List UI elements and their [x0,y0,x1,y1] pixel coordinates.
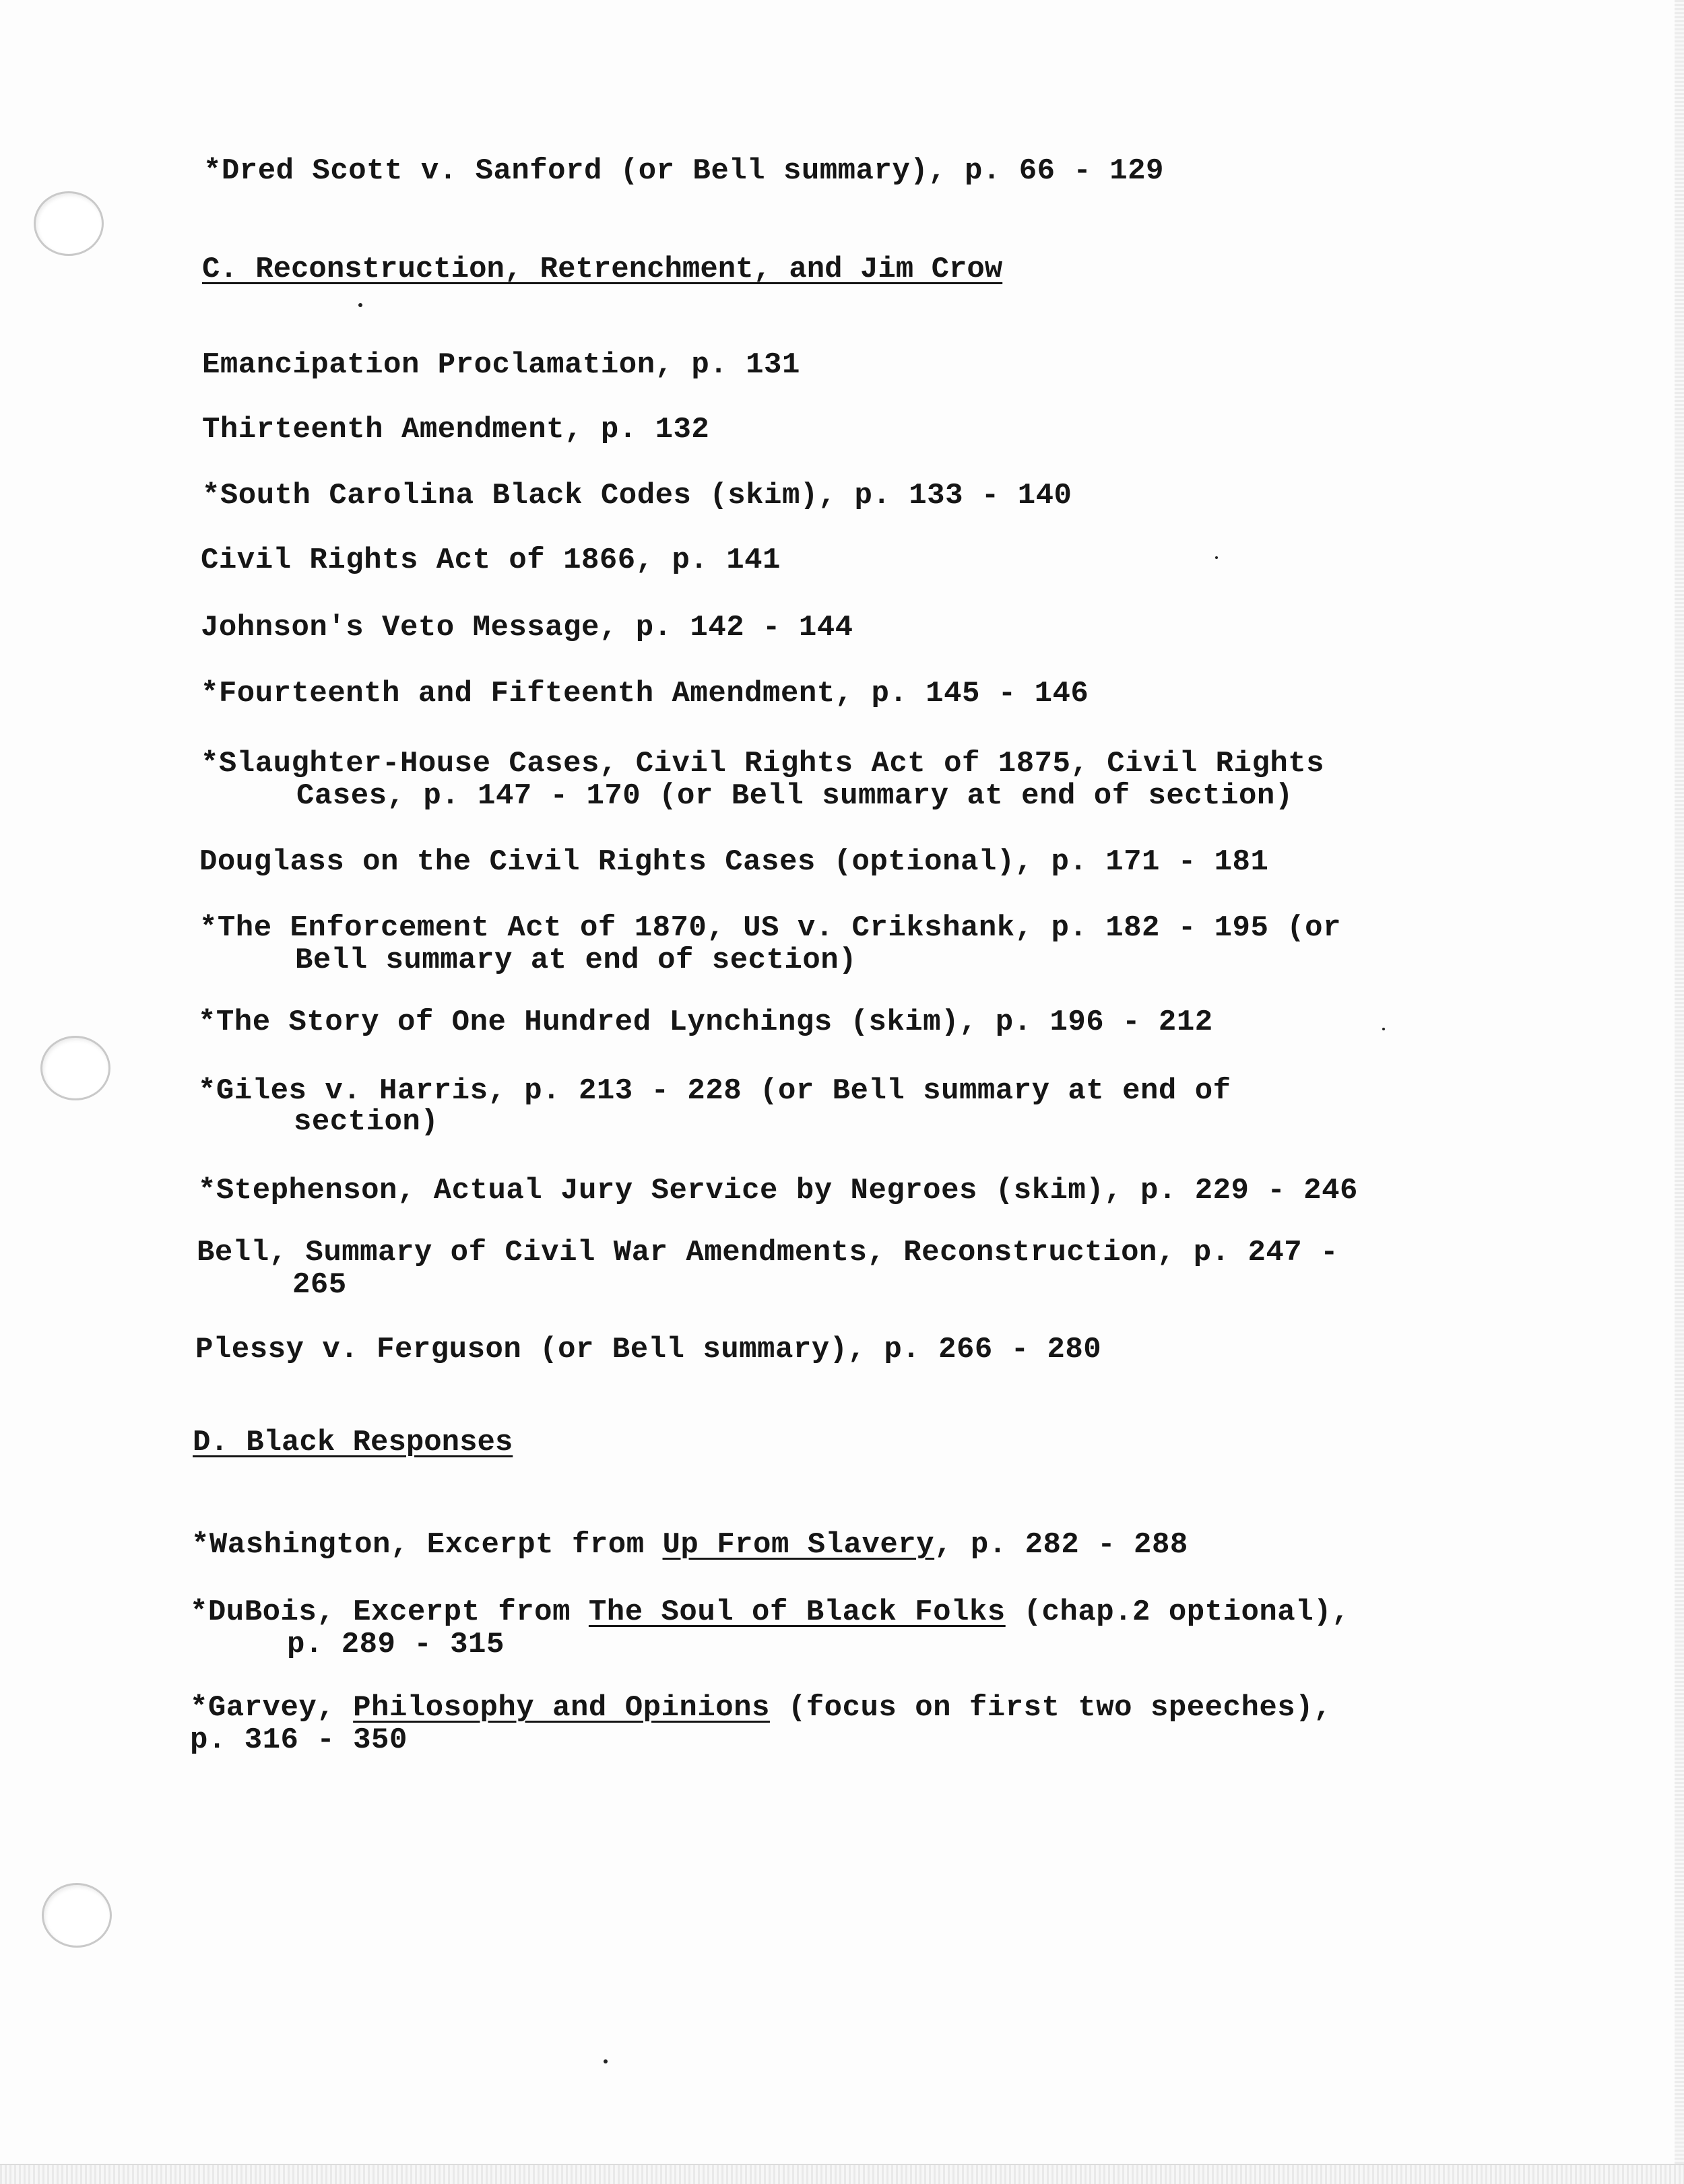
scan-speck [1382,1028,1385,1030]
reading-entry: Emancipation Proclamation, p. 131 [202,348,800,382]
entry-text: (chap.2 optional), [1005,1595,1350,1629]
reading-entry: Bell, Summary of Civil War Amendments, Reconstruction, p. 247 - [197,1236,1338,1269]
reading-entry-continuation: p. 316 - 350 [190,1723,408,1757]
reading-entry-continuation: section) [294,1105,439,1139]
entry-text: *DuBois, Excerpt from [190,1595,589,1629]
book-title: Up From Slavery [662,1528,935,1562]
entry-text: *Garvey, [190,1691,354,1725]
reading-entry-washington [191,1529,1188,1561]
entry-text: , p. 282 - 288 [934,1528,1188,1562]
section-c-heading: C. Reconstruction, Retrenchment, and Jim Crow [202,253,1003,286]
book-title: The Soul of Black Folks [588,1595,1006,1629]
scan-speck [358,303,362,307]
binder-hole-top [34,191,104,256]
reading-entry-dred-scott: *Dred Scott v. Sanford (or Bell summary), p. 66 - 129 [203,154,1164,188]
section-d-heading: D. Black Responses [193,1426,513,1459]
scan-edge-right [1675,0,1684,2184]
scan-edge-bottom [0,2164,1684,2184]
reading-entry: Douglass on the Civil Rights Cases (optional), p. 171 - 181 [199,845,1269,879]
binder-hole-middle [40,1036,110,1100]
reading-entry-continuation: 265 [292,1268,347,1302]
book-title: Philosophy and Opinions [353,1691,770,1725]
reading-entry: *Giles v. Harris, p. 213 - 228 (or Bell summary at end of [198,1074,1231,1108]
reading-entry: *Slaughter-House Cases, Civil Rights Act of 1875, Civil Rights [201,747,1325,781]
reading-entry-continuation: Bell summary at end of section) [295,944,857,977]
entry-text: (focus on first two speeches), [769,1691,1332,1725]
scan-speck [604,2059,608,2063]
reading-entry: *Fourteenth and Fifteenth Amendment, p. 145 - 146 [201,677,1089,710]
reading-entry-garvey [190,1692,1332,1724]
reading-entry: *The Enforcement Act of 1870, US v. Crikshank, p. 182 - 195 (or [199,911,1341,945]
reading-entry-dubois [190,1596,1350,1628]
reading-entry: *Stephenson, Actual Jury Service by Negroes (skim), p. 229 - 246 [198,1174,1358,1207]
binder-hole-bottom [42,1883,112,1948]
scan-speck [1215,556,1218,559]
reading-entry: Civil Rights Act of 1866, p. 141 [201,543,781,577]
reading-entry: Plessy v. Ferguson (or Bell summary), p. 266 - 280 [195,1333,1102,1366]
entry-text: *Washington, Excerpt from [191,1528,663,1562]
reading-entry: *South Carolina Black Codes (skim), p. 133 - 140 [202,479,1072,512]
reading-entry: Johnson's Veto Message, p. 142 - 144 [201,611,853,644]
reading-entry-continuation: Cases, p. 147 - 170 (or Bell summary at end of section) [296,779,1293,813]
reading-entry: Thirteenth Amendment, p. 132 [202,413,710,446]
reading-entry-continuation: p. 289 - 315 [287,1628,505,1661]
reading-entry: *The Story of One Hundred Lynchings (skim), p. 196 - 212 [198,1005,1213,1039]
